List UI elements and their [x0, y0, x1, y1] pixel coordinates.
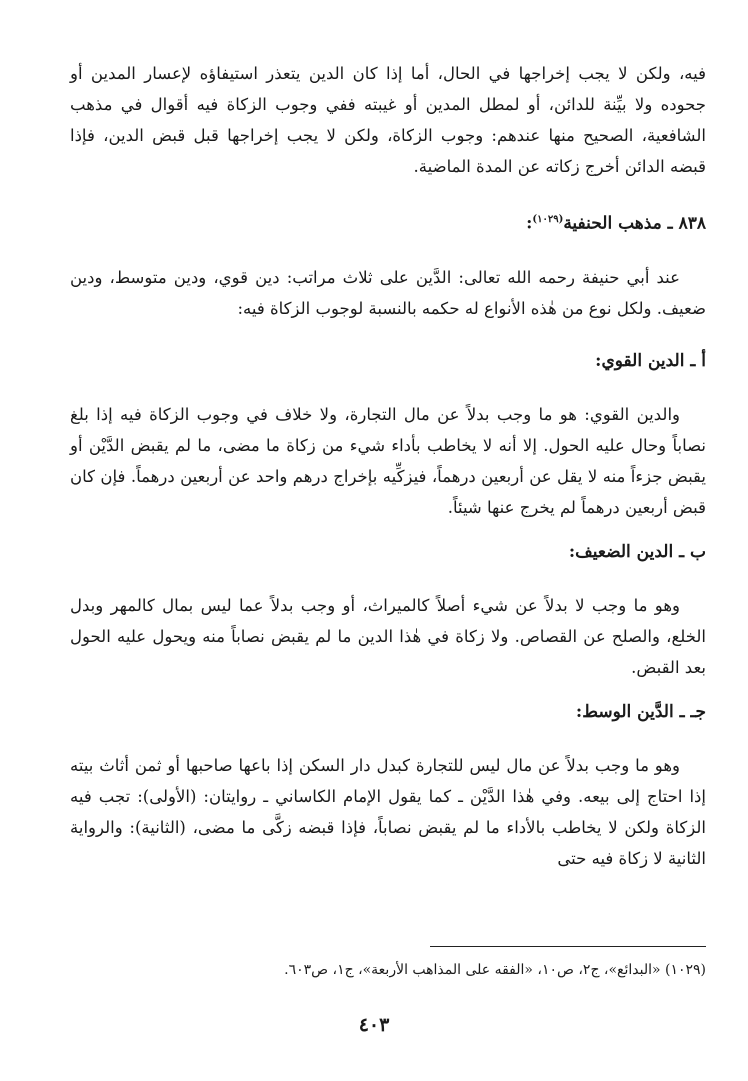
paragraph-weak-debt: وهو ما وجب لا بدلاً عن شيء أصلاً كالميراث، أو وجب بدلاً عما ليس بمال كالمهر وبدل الخلع، والصلح عن القصاص. ولا زكاة في هٰذا الدين ما لم يقبض نصاباً منه ويحول عليه الحول بعد القبض. — [70, 595, 706, 677]
section-heading-838 — [70, 204, 706, 240]
subheading-middle-debt: جـ ـ الدَّين الوسط: — [575, 701, 706, 722]
footnote-divider — [430, 946, 706, 947]
footnote-1029: (١٠٢٩) «البدائع»، ج٢، ص١٠، «الفقه على المذاهب الأربعة»، ج١، ص٦٠٣. — [284, 962, 706, 978]
footnote-ref-1029: (١٠٢٩) — [532, 214, 564, 225]
section-heading-838-text: ٨٣٨ ـ مذهب الحنفية — [563, 213, 706, 234]
subheading-weak-debt: ب ـ الدين الضعيف: — [568, 541, 706, 562]
page-body — [70, 58, 706, 874]
page-number: ٤٠٣ — [358, 1014, 390, 1036]
subheading-strong-debt: أ ـ الدين القوي: — [595, 350, 706, 371]
paragraph-hanafi: عند أبي حنيفة رحمه الله تعالى: الدَّين على ثلاث مراتب: دين قوي، ودين متوسط، ودين ضعيف. ولكل نوع من هٰذه الأنواع له حكمه بالنسبة لوجوب الزكاة فيه: — [70, 267, 706, 318]
paragraph-intro: فيه، ولكن لا يجب إخراجها في الحال، أما إذا كان الدين يتعذر استيفاؤه لإعسار المدين أو جحوده ولا بيِّنة للدائن، أو لمطل المدين أو غيبته ففي وجوب الزكاة فيه أقوال في مذهب الشافعية، الصحيح منها عندهم: وجوب الزكاة، ولكن لا يجب إخراجها قبل قبض الدين، فإذا قبضه الدائن أخرج زكاته عن المدة الماضية. — [70, 64, 706, 176]
paragraph-strong-debt: والدين القوي: هو ما وجب بدلاً عن مال التجارة، ولا خلاف في وجوب الزكاة فيه إذا بلغ نصاباً وحال عليه الحول. إلا أنه لا يخاطب بأداء شيء من زكاة ما مضى، ما لم يقبض الدَّيْن أو يقبض جزءاً منه لا يقل عن أربعين درهماً، فيزكِّيه بإخراج درهم واحد عن أربعين درهماً. فإن كان قبض أربعين درهماً لم يخرج عنها شيئاً. — [70, 404, 706, 517]
section-heading-838-colon: : — [526, 213, 533, 234]
paragraph-middle-debt: وهو ما وجب بدلاً عن مال ليس للتجارة كبدل دار السكن إذا باعها صاحبها أو ثمن أثاث بيته إذا احتاج إلى بيعه. وفي هٰذا الدَّيْن ـ كما يقول الإمام الكاساني ـ روايتان: (الأولى): تجب فيه الزكاة ولكن لا يخاطب بالأداء ما لم يقبض نصاباً، فإذا قبضه زكَّى ما مضى، (الثانية): والرواية الثانية لا زكاة فيه حتى — [70, 755, 706, 868]
